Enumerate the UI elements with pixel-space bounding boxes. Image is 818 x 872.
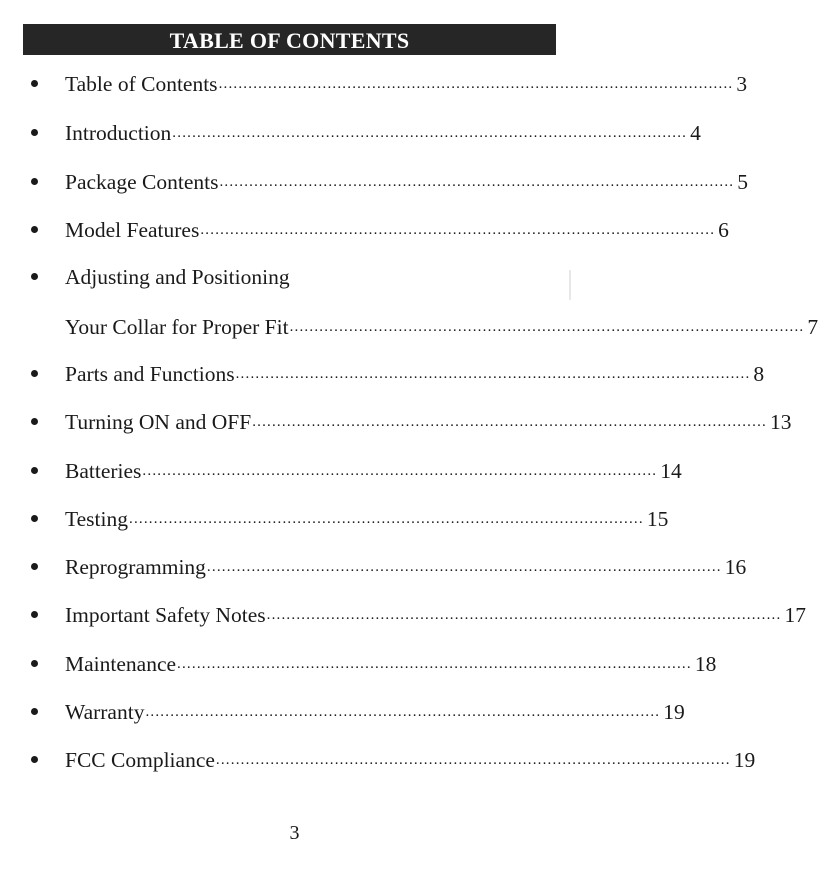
- bullet-icon: [31, 563, 38, 570]
- toc-entry-page: 14: [660, 458, 682, 483]
- toc-entry-title: Table of Contents: [65, 71, 218, 96]
- dot-leader: ........................................................................................................: [289, 319, 805, 335]
- toc-entry-title: Package Contents: [65, 169, 219, 194]
- toc-entry-title: Parts and Functions: [65, 361, 235, 386]
- toc-entry[interactable]: [0, 260, 589, 294]
- toc-entry-page: 18: [694, 651, 717, 676]
- toc-entry-title: Warranty: [65, 699, 145, 724]
- dot-leader: ........................................................................................................: [235, 366, 751, 382]
- toc-entry[interactable]: [0, 454, 682, 488]
- toc-heading: TABLE OF CONTENTS: [169, 27, 410, 53]
- dot-leader: ........................................................................................................: [142, 463, 658, 479]
- toc-entry-page: 17: [784, 602, 806, 627]
- toc-entry[interactable]: [0, 647, 717, 681]
- dot-leader: ........................................................................................................: [200, 222, 716, 238]
- bullet-icon: [31, 515, 38, 522]
- toc-entry-title: Batteries: [65, 458, 142, 483]
- toc-entry-page: 15: [646, 506, 669, 531]
- dot-leader: ........................................................................................................: [215, 752, 731, 768]
- toc-entry-title: Model Features: [65, 217, 200, 242]
- bullet-icon: [31, 660, 38, 667]
- toc-entry[interactable]: [0, 213, 729, 247]
- toc-entry[interactable]: [0, 598, 806, 632]
- toc-entry-page: 16: [724, 554, 747, 579]
- toc-entry-page: 7: [807, 314, 818, 339]
- toc-entry-title: Turning ON and OFF: [65, 409, 252, 434]
- toc-entry-title: FCC Compliance: [65, 747, 215, 772]
- bullet-icon: [31, 467, 38, 474]
- toc-entry-title: Important Safety Notes: [65, 602, 266, 627]
- dot-leader: ........................................................................................................: [252, 414, 767, 430]
- bullet-icon: [31, 226, 38, 233]
- toc-entry-page: 19: [733, 747, 756, 772]
- toc-entry-title: Reprogramming: [65, 554, 206, 579]
- toc-entry[interactable]: [0, 116, 701, 150]
- bullet-icon: [31, 370, 38, 377]
- toc-entry[interactable]: [0, 165, 749, 199]
- toc-entry[interactable]: [0, 743, 756, 777]
- bullet-icon: [31, 756, 38, 763]
- bullet-icon: [31, 708, 38, 715]
- toc-entry-title: Maintenance: [65, 651, 177, 676]
- dot-leader: ........................................................................................................: [266, 607, 782, 623]
- toc-entry[interactable]: [0, 357, 765, 391]
- page-number: 3: [289, 822, 300, 844]
- toc-entry[interactable]: [0, 695, 685, 729]
- bullet-icon: [31, 273, 38, 280]
- toc-entry-page: 5: [737, 169, 749, 194]
- toc-entry-continuation[interactable]: [0, 310, 818, 344]
- toc-entry-page: 3: [736, 71, 748, 96]
- toc-entry-title: Introduction: [65, 120, 172, 145]
- dot-leader: ........................................................................................................: [177, 656, 692, 672]
- dot-leader: ........................................................................................................: [206, 559, 722, 575]
- bullet-icon: [31, 418, 38, 425]
- toc-entry-title: Testing: [65, 506, 128, 531]
- toc-entry[interactable]: [0, 67, 748, 101]
- dot-leader: ........................................................................................................: [129, 511, 644, 527]
- toc-entry-page: 8: [753, 361, 765, 386]
- scan-artifact: [569, 270, 571, 300]
- toc-entry-page: 4: [690, 120, 701, 145]
- dot-leader: ........................................................................................................: [172, 125, 688, 141]
- bullet-icon: [31, 80, 38, 87]
- toc-entry-page: 19: [663, 699, 685, 724]
- toc-entry-page: 13: [770, 409, 792, 434]
- toc-entry-title: Your Collar for Proper Fit: [65, 314, 289, 339]
- bullet-icon: [31, 178, 38, 185]
- dot-leader: ........................................................................................................: [219, 174, 735, 190]
- bullet-icon: [31, 129, 38, 136]
- toc-entry[interactable]: [0, 550, 747, 584]
- bullet-icon: [31, 611, 38, 618]
- dot-leader: ........................................................................................................: [145, 704, 661, 720]
- dot-leader: ........................................................................................................: [218, 76, 734, 92]
- toc-entry[interactable]: [0, 405, 792, 439]
- toc-entry-title-line1: Adjusting and Positioning: [65, 265, 290, 289]
- toc-entry-page: 6: [718, 217, 729, 242]
- toc-entry[interactable]: [0, 502, 669, 536]
